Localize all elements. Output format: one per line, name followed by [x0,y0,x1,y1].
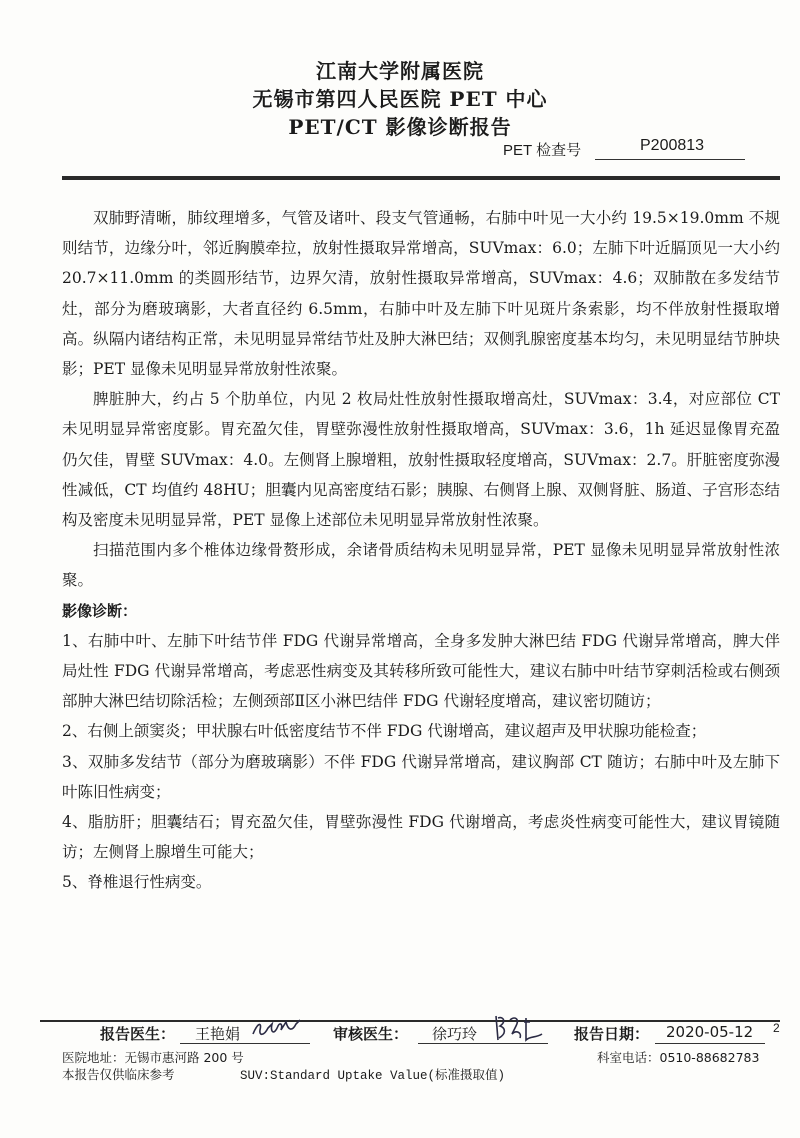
exam-number-underline [595,159,745,160]
reviewer-signature [490,1012,548,1046]
reviewer-underline [418,1043,548,1044]
page-number: 2 [773,1021,780,1035]
report-body [62,203,780,898]
diagnosis-item-1: 1、右肺中叶、左肺下叶结节伴 FDG 代谢异常增高，全身多发肿大淋巴结 FDG 代谢异常增高，脾大伴局灶性 FDG 代谢异常增高，考虑恶性病变及其转移所致可能性大，建议右肺中叶结节穿刺活检或右侧颈部肿大淋巴结切除活检；左侧颈部Ⅱ区小淋巴结伴 FDG 代谢轻度增高，建议密切随访； [62,631,780,711]
diagnosis-heading: 影像诊断： [62,601,138,620]
department-phone: 科室电话：0510-88682783 [597,1050,760,1065]
reporter-underline [180,1043,310,1044]
reporter-name: 王艳娟 [195,1025,241,1043]
center-name: 无锡市第四人民医院 PET 中心 [252,87,548,111]
reporter-label: 报告医生： [100,1025,176,1043]
footer-divider [40,1020,780,1022]
diagnosis-item-3: 3、双肺多发结节（部分为磨玻璃影）不伴 FDG 代谢异常增高，建议胸部 CT 随访；右肺中叶及左肺下叶陈旧性病变； [62,752,780,801]
diagnosis-item-2: 2、右侧上颌窦炎；甲状腺右叶低密度结节不伴 FDG 代谢增高，建议超声及甲状腺功能检查； [62,722,707,741]
hospital-name: 江南大学附属医院 [316,59,484,83]
findings-chest: 双肺野清晰，肺纹理增多，气管及诸叶、段支气管通畅，右肺中叶见一大小约 19.5×19.0mm 不规则结节，边缘分叶，邻近胸膜牵拉，放射性摄取异常增高，SUVmax：6.0；左肺下叶近膈顶见一大小约 20.7×11.0mm 的类圆形结节，边界欠清，放射性摄取异常增高，SUVmax：4.6；双肺散在多发结节灶，部分为磨玻璃影，大者直径约 6.5mm，右肺中叶及左肺下叶见斑片条索影，均不伴放射性摄取增高。纵隔内诸结构正常，未见明显异常结节灶及肿大淋巴结；双侧乳腺密度基本均匀，未见明显结节肿块影；PET 显像未见明显异常放射性浓聚。 [62,209,780,379]
report-date-label: 报告日期： [574,1025,650,1043]
findings-bone: 扫描范围内多个椎体边缘骨赘形成，余诸骨质结构未见明显异常，PET 显像未见明显异常放射性浓聚。 [62,541,780,590]
disclaimer: 本报告仅供临床参考 [62,1067,175,1082]
exam-number-value: P200813 [640,137,705,154]
header-divider [62,176,780,180]
report-date-underline [655,1043,765,1044]
report-date-value: 2020-05-12 [666,1023,754,1041]
reviewer-name: 徐巧玲 [432,1025,478,1043]
exam-number-label: PET 检查号 [503,142,582,159]
diagnosis-item-4: 4、脂肪肝；胆囊结石；胃充盈欠佳，胃壁弥漫性 FDG 代谢增高，考虑炎性病变可能性大，建议胃镜随访；左侧肾上腺增生可能大； [62,813,780,862]
diagnosis-item-5: 5、脊椎退行性病变。 [62,873,212,892]
suv-definition: SUV:Standard Uptake Value(标准摄取值) [240,1069,506,1083]
hospital-address: 医院地址：无锡市惠河路 200 号 [62,1050,244,1065]
report-title: PET/CT 影像诊断报告 [288,115,512,139]
reviewer-label: 审核医生： [333,1025,409,1043]
findings-abdomen: 脾脏肿大，约占 5 个肋单位，内见 2 枚局灶性放射性摄取增高灶，SUVmax：3.4，对应部位 CT 未见明显异常密度影。胃充盈欠佳，胃壁弥漫性放射性摄取增高，SUVmax：3.6，1h 延迟显像胃充盈仍欠佳，胃壁 SUVmax：4.0。左侧肾上腺增粗，放射性摄取轻度增高，SUVmax：2.7。肝脏密度弥漫性减低，CT 均值约 48HU；胆囊内见高密度结石影；胰腺、右侧肾上腺、双侧肾脏、肠道、子宫形态结构及密度未见明显异常，PET 显像上述部位未见明显异常放射性浓聚。 [62,390,780,530]
